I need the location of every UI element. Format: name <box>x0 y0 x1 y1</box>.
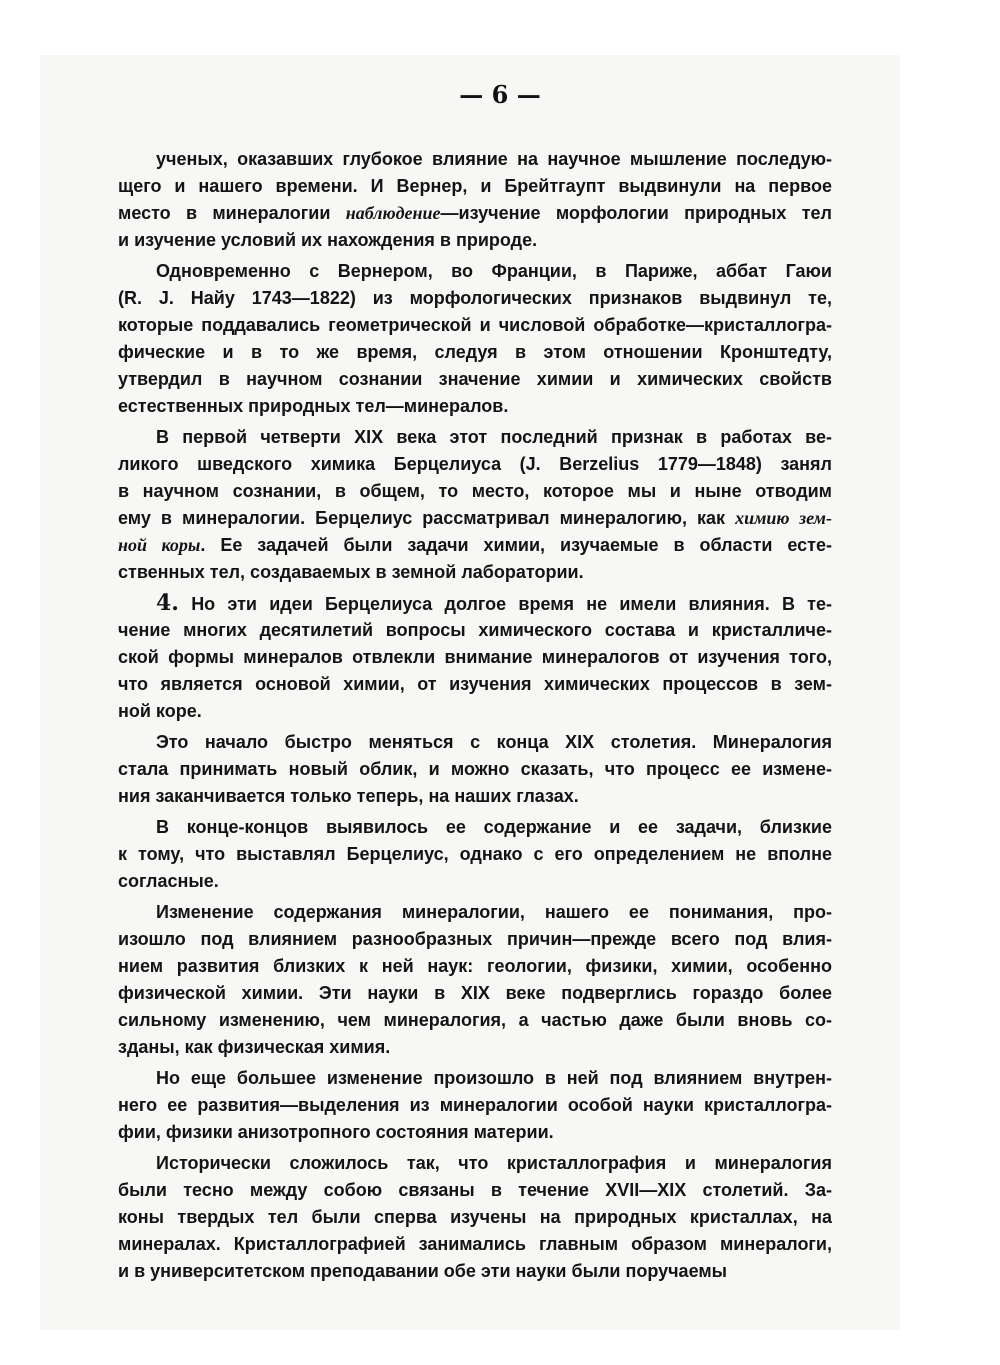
text-line <box>118 173 832 200</box>
line-text: физической химии. Эти науки в XIX веке подверглись гораздо более <box>118 983 832 1003</box>
line-text: согласные. <box>118 871 219 891</box>
text-line <box>118 814 832 841</box>
line-text: место в минералогии <box>118 203 346 223</box>
text-line <box>118 1258 832 1285</box>
text-line <box>118 424 832 451</box>
line-text: В конце-концов выявилось ее содержание и ее задачи, близкие <box>156 817 832 837</box>
line-text: В первой четверти XIX века этот последний признак в работах ве- <box>156 427 832 447</box>
text-line <box>118 285 832 312</box>
text-line <box>118 729 832 756</box>
line-text: чение многих десятилетий вопросы химического состава и кристалличе- <box>118 620 832 640</box>
page-number: — 6 — <box>459 80 541 109</box>
line-text: ственных тел, создаваемых в земной лаборатории. <box>118 562 584 582</box>
line-text: Исторически сложилось так, что кристаллография и минералогия <box>156 1153 832 1173</box>
text-line <box>118 671 832 698</box>
line-text: и в университетском преподавании обе эти науки были поручаемы <box>118 1261 728 1281</box>
line-text: что является основой химии, от изучения химических процессов в зем- <box>118 674 832 694</box>
text-line <box>118 953 832 980</box>
line-text: него ее развития—выделения из минералогии особой науки кристаллогра- <box>118 1095 832 1115</box>
text-line <box>118 1034 832 1061</box>
line-text: ученых, оказавших глубокое влияние на научное мышление последую- <box>156 149 832 169</box>
text-line <box>118 980 832 1007</box>
body-text <box>118 146 832 1285</box>
line-text: стала принимать новый облик, и можно сказать, что процесс ее измене- <box>118 759 832 779</box>
line-text: которые поддавались геометрической и числовой обработке—кристаллогра- <box>118 315 832 335</box>
text-line <box>118 698 832 725</box>
line-text: Одновременно с Вернером, во Франции, в Париже, аббат Гаюи <box>156 261 832 281</box>
text-line <box>118 393 832 420</box>
text-line <box>118 1065 832 1092</box>
text-line <box>118 841 832 868</box>
text-line <box>118 312 832 339</box>
text-line <box>118 451 832 478</box>
italic-term: наблюдение <box>345 203 441 223</box>
text-line <box>118 532 832 559</box>
line-text: коны твердых тел были сперва изучены на природных кристаллах, на <box>118 1207 832 1227</box>
text-line <box>118 868 832 895</box>
line-text: утвердил в научном сознании значение химии и химических свойств <box>118 369 832 389</box>
text-line <box>118 146 832 173</box>
line-text: ной коре. <box>118 701 202 721</box>
line-text: —изучение морфологии природных тел <box>440 203 832 223</box>
line-text: Но эти идеи Берцелиуса долгое время не имели влияния. В те- <box>191 594 832 614</box>
line-text: Это начало быстро меняться с конца XIX столетия. Минералогия <box>156 732 832 752</box>
text-line <box>118 617 832 644</box>
text-line <box>118 478 832 505</box>
line-text: к тому, что выставлял Берцелиус, однако с его определением не вполне <box>118 844 832 864</box>
line-text: изошло под влиянием разнообразных причин—прежде всего под влия- <box>118 929 832 949</box>
line-text: и изучение условий их нахождения в природе. <box>118 230 538 250</box>
text-line <box>118 1007 832 1034</box>
text-line <box>118 366 832 393</box>
line-text: Изменение содержания минералогии, нашего ее понимания, про- <box>156 902 832 922</box>
text-line <box>118 1119 832 1146</box>
line-text: фические и в то же время, следуя в этом отношении Кронштедту, <box>118 342 832 362</box>
line-text: естественных природных тел—минералов. <box>118 396 509 416</box>
line-text: зданы, как физическая химия. <box>118 1037 391 1057</box>
text-line <box>118 559 832 586</box>
text-line <box>118 339 832 366</box>
text-line <box>118 899 832 926</box>
line-text: ликого шведского химика Берцелиуса (J. Berzelius 1779—1848) занял <box>118 454 832 474</box>
line-text: в научном сознании, в общем, то место, которое мы и ныне отводим <box>118 481 832 501</box>
text-line <box>118 258 832 285</box>
text-line <box>118 1231 832 1258</box>
text-line <box>118 505 832 532</box>
text-line <box>118 1177 832 1204</box>
text-line <box>118 756 832 783</box>
line-text: ему в минералогии. Берцелиус рассматривал минералогию, как <box>118 508 736 528</box>
section-number: 4. <box>156 590 179 616</box>
line-text: нием развития близких к ней наук: геологии, физики, химии, особенно <box>118 956 832 976</box>
text-line <box>118 590 832 617</box>
text-line <box>118 1204 832 1231</box>
text-line <box>118 926 832 953</box>
line-text: минералах. Кристаллографией занимались главным образом минералоги, <box>118 1234 832 1254</box>
text-line <box>118 1092 832 1119</box>
text-line <box>118 1150 832 1177</box>
line-text: были тесно между собою связаны в течение XVII—XIX столетий. За- <box>118 1180 832 1200</box>
line-text: ния заканчивается только теперь, на наших глазах. <box>118 786 579 806</box>
italic-term: ной коры <box>118 535 201 555</box>
italic-term: химию зем- <box>735 508 832 528</box>
line-text: Но еще большее изменение произошло в ней под влиянием внутрен- <box>156 1068 832 1088</box>
text-line <box>118 227 832 254</box>
text-line <box>118 644 832 671</box>
line-text: фии, физики анизотропного состояния материи. <box>118 1122 554 1142</box>
line-text: (R. J. Найу 1743—1822) из морфологических признаков выдвинул те, <box>118 288 832 308</box>
text-line <box>118 200 832 227</box>
text-line <box>118 783 832 810</box>
line-text: сильному изменению, чем минералогия, а частью даже были вновь со- <box>118 1010 832 1030</box>
line-text: ской формы минералов отвлекли внимание минералогов от изучения того, <box>118 647 832 667</box>
line-text: . Ее задачей были задачи химии, изучаемые в области есте- <box>200 535 832 555</box>
line-text: щего и нашего времени. И Вернер, и Брейтгаупт выдвинули на первое <box>118 176 832 196</box>
